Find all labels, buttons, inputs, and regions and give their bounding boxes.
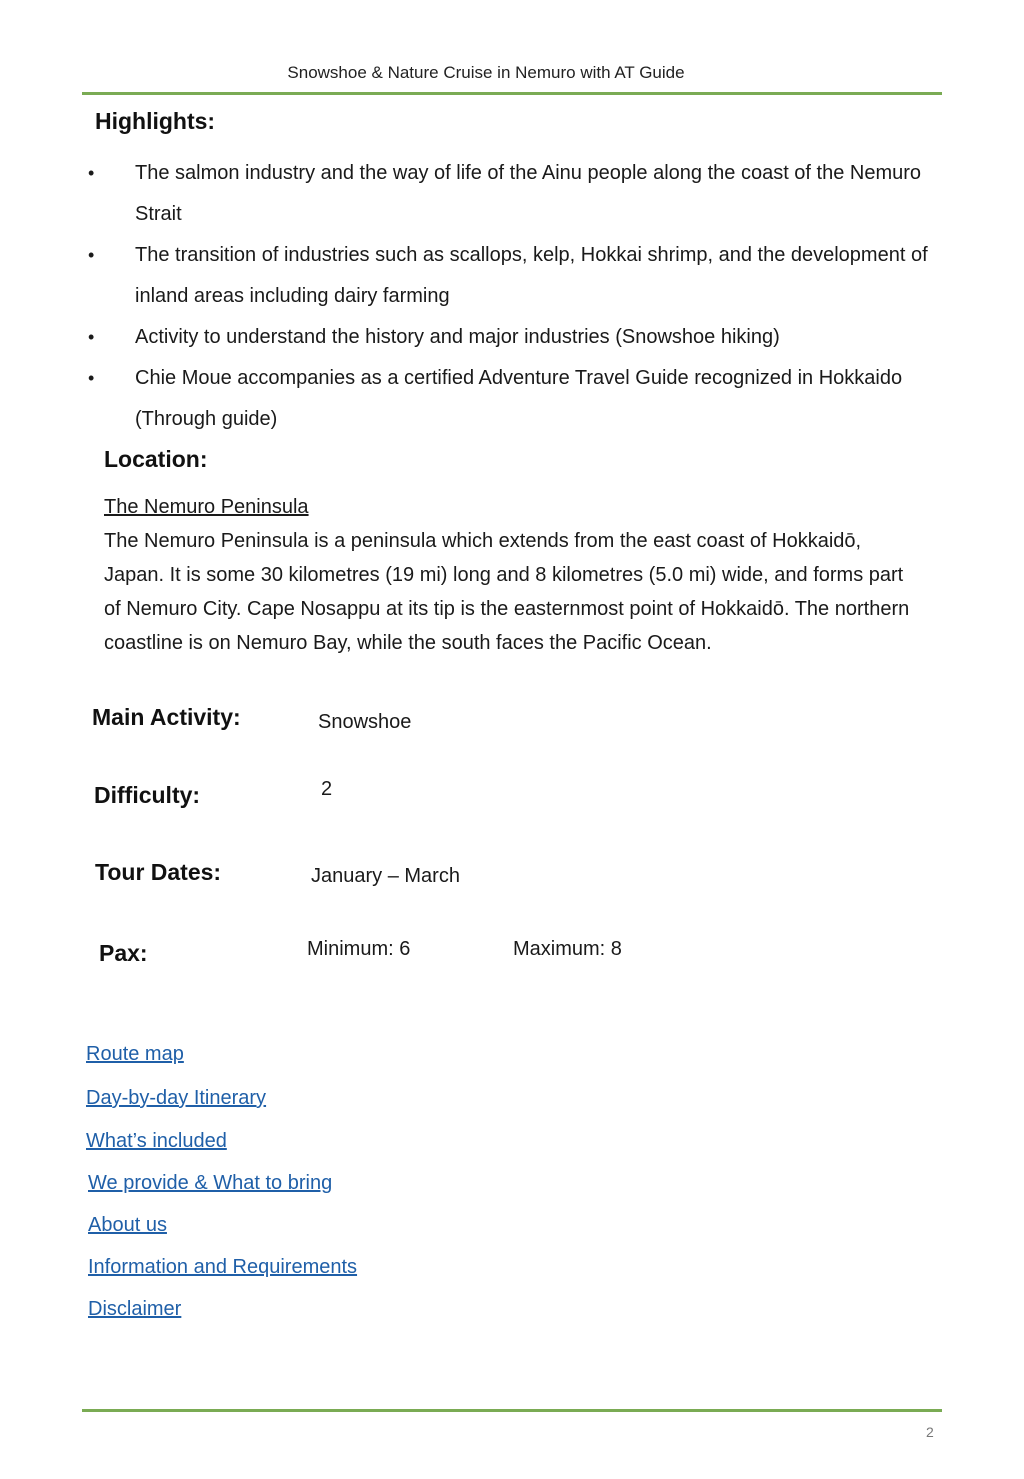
tour-dates-label: Tour Dates: <box>95 859 222 885</box>
pax-label: Pax: <box>99 940 148 966</box>
document-header-title: Snowshoe & Nature Cruise in Nemuro with AT Guide <box>287 63 685 82</box>
link-disclaimer[interactable]: Disclaimer <box>88 1298 182 1320</box>
bullet-icon: • <box>88 368 95 388</box>
page-number: 2 <box>926 1424 934 1440</box>
main-activity-value: Snowshoe <box>318 711 412 733</box>
highlight-item: • The transition of industries such as scallops, kelp, Hokkai shrimp, and the development of inland areas including dairy farming <box>88 235 948 317</box>
difficulty-label: Difficulty: <box>94 782 201 808</box>
footer-divider <box>82 1409 942 1412</box>
bullet-icon: • <box>88 327 95 347</box>
link-what-to-bring[interactable]: We provide & What to bring <box>88 1172 333 1194</box>
link-route-map[interactable]: Route map <box>86 1043 184 1065</box>
location-description: The Nemuro Peninsula is a peninsula which extends from the east coast of Hokkaidō, Japan. It is some 30 kilometres (19 mi) long and 8 kilometres (5.0 mi) wide, and forms part of Nemuro City. Cape Nosappu at its tip is the easternmost point of Hokkaidō. The northern coastline is on Nemuro Bay, while the south faces the Pacific Ocean. <box>104 530 910 654</box>
location-heading: Location: <box>104 446 208 472</box>
main-activity-label: Main Activity: <box>92 704 241 730</box>
link-itinerary[interactable]: Day-by-day Itinerary <box>86 1087 267 1109</box>
highlight-item: • Chie Moue accompanies as a certified Adventure Travel Guide recognized in Hokkaido (Through guide) <box>88 358 948 440</box>
location-subtitle: The Nemuro Peninsula <box>104 496 309 518</box>
difficulty-value: 2 <box>321 778 333 800</box>
link-information-requirements[interactable]: Information and Requirements <box>88 1256 358 1278</box>
bullet-icon: • <box>88 245 95 265</box>
highlights-heading: Highlights: <box>95 108 216 134</box>
pax-maximum: Maximum: 8 <box>513 938 622 960</box>
pax-minimum: Minimum: 6 <box>307 938 411 960</box>
link-about-us[interactable]: About us <box>88 1214 167 1236</box>
tour-dates-value: January – March <box>311 865 460 887</box>
bullet-icon: • <box>88 163 95 183</box>
header-divider <box>82 92 942 95</box>
highlights-list <box>88 153 948 440</box>
highlight-item: • Activity to understand the history and major industries (Snowshoe hiking) <box>88 317 948 358</box>
highlight-item: • The salmon industry and the way of life of the Ainu people along the coast of the Nemuro Strait <box>88 153 948 235</box>
location-section <box>104 490 924 660</box>
link-whats-included[interactable]: What’s included <box>86 1130 227 1152</box>
